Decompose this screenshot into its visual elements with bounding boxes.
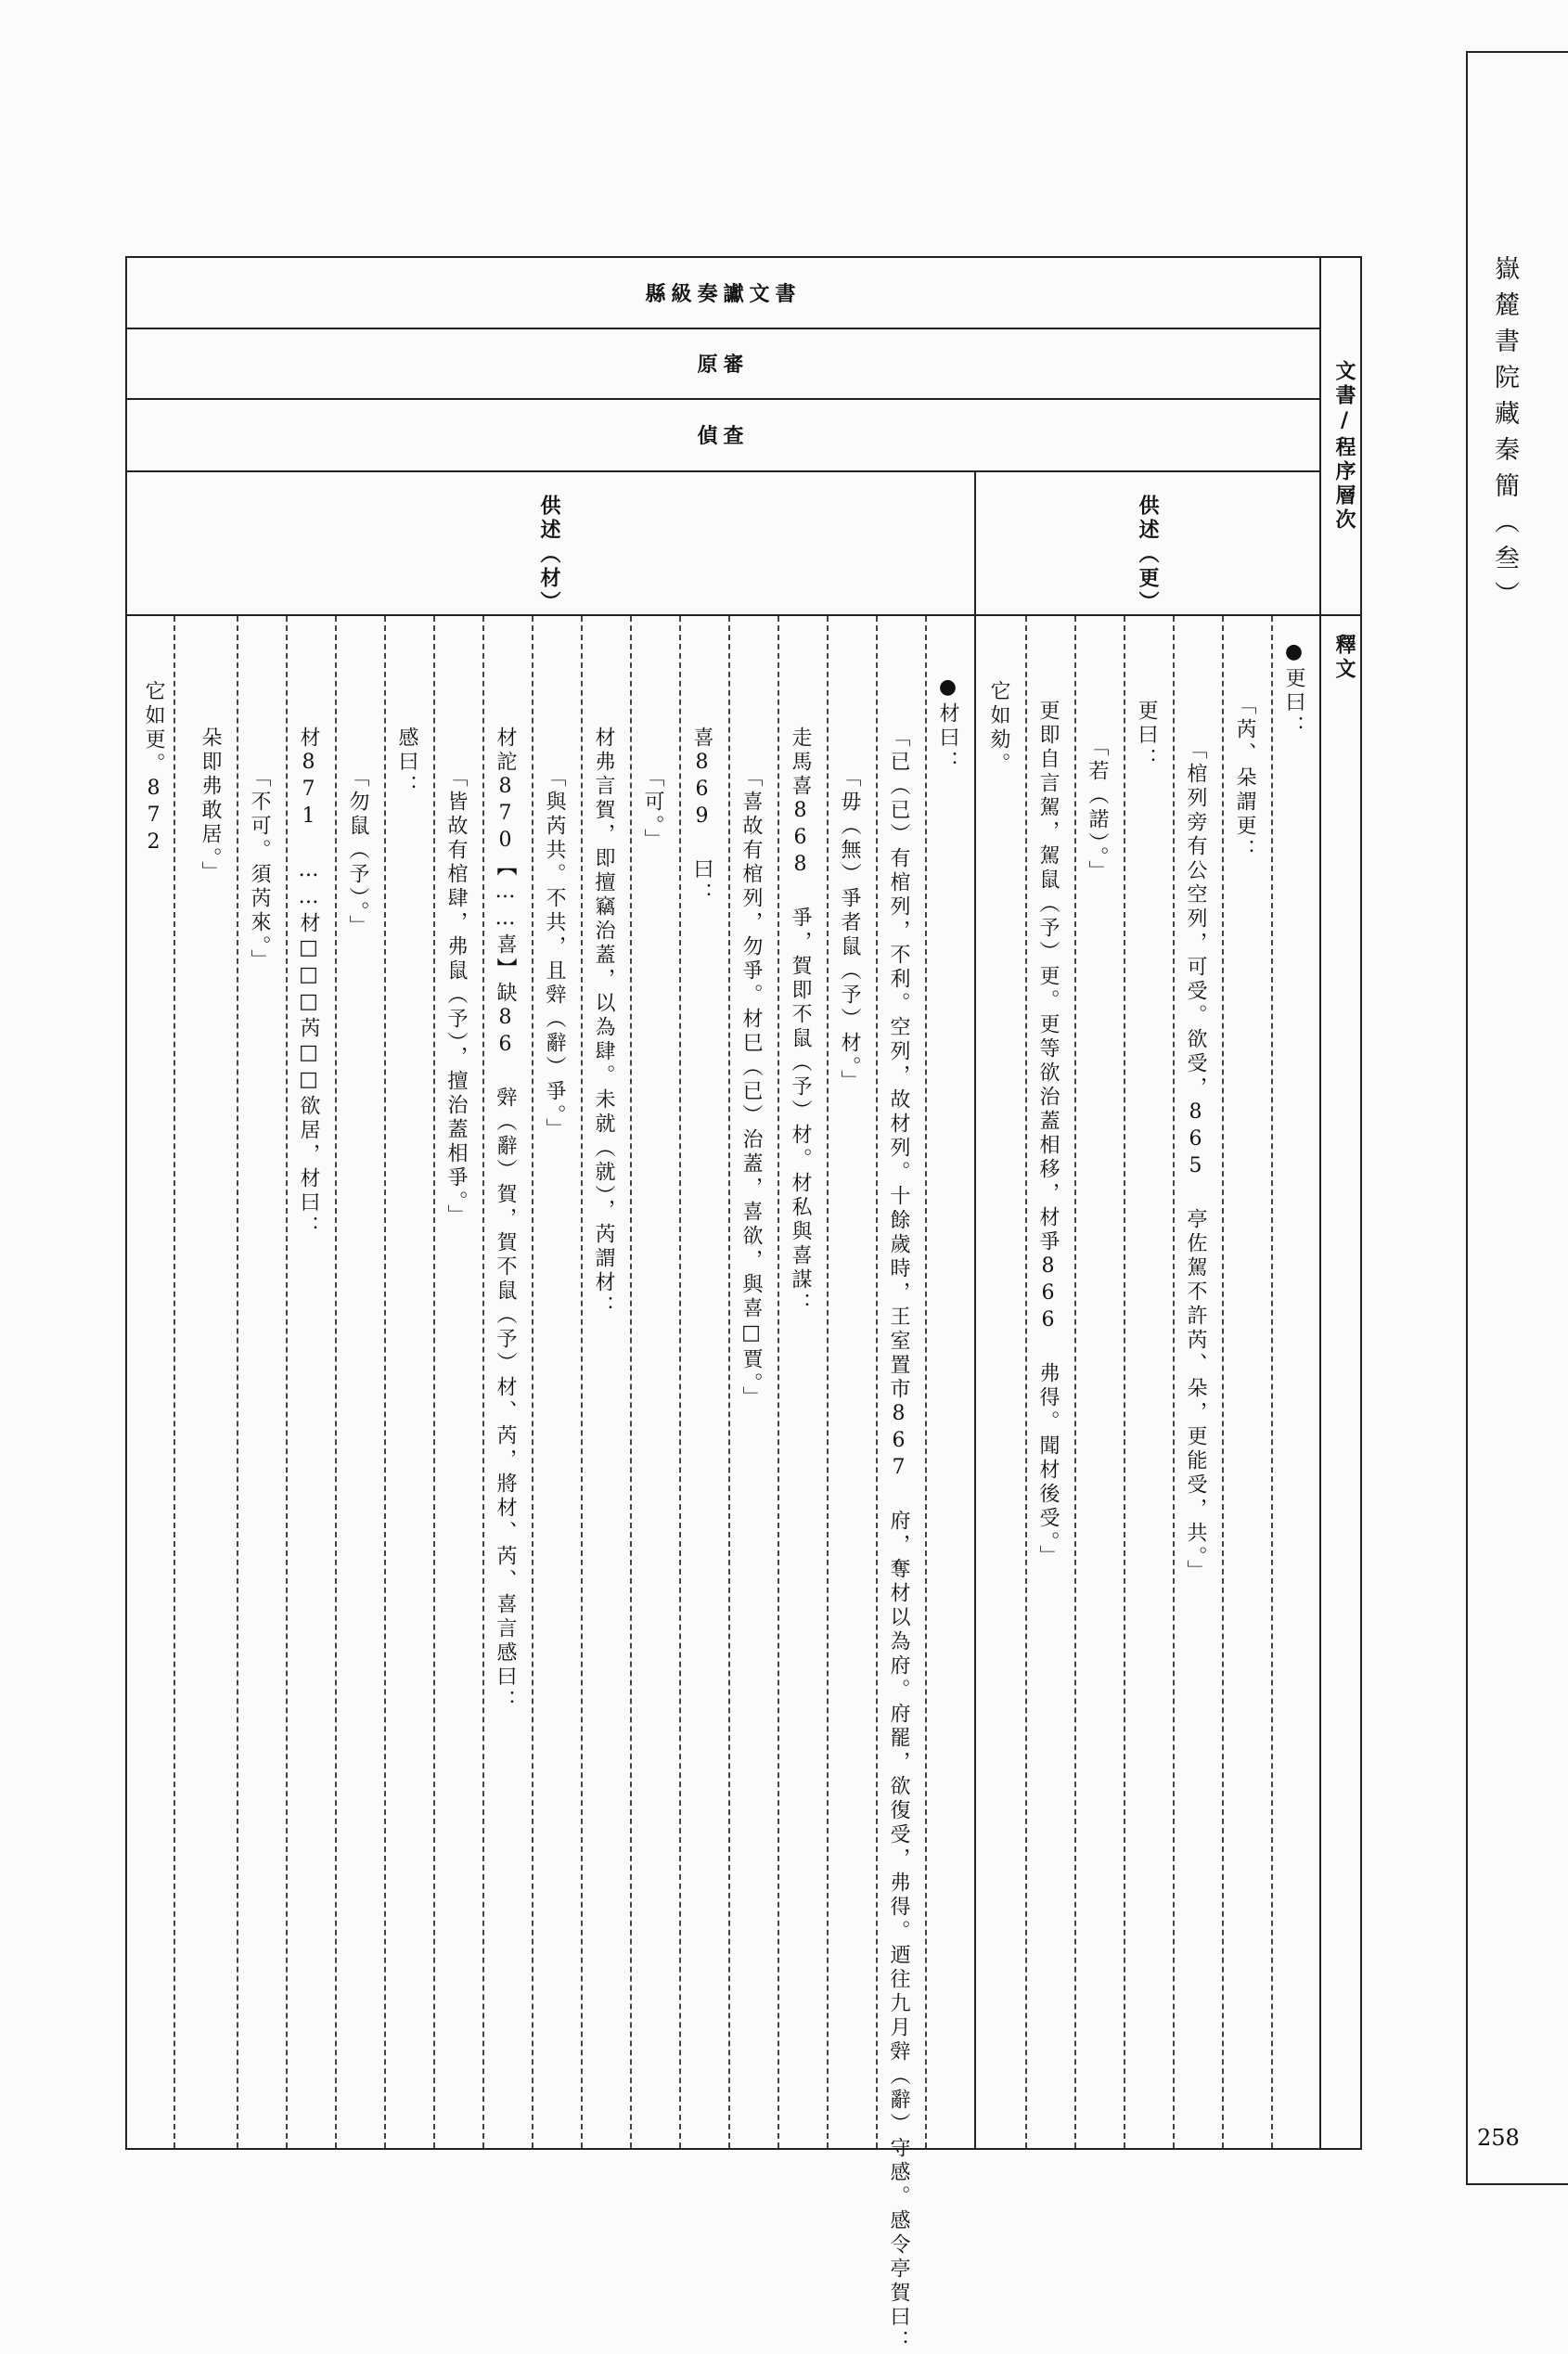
header-label-annotation: 釋文 <box>1332 634 1356 682</box>
transcript-line: 「棺列旁有公空列，可受。欲受，865 亭佐駕不許芮、朵，更能受，共。」 <box>1184 739 1207 1584</box>
line-separator <box>876 616 878 2148</box>
line-separator <box>433 616 435 2148</box>
testimony-divider <box>974 470 976 616</box>
header-column-divider <box>1319 258 1321 2148</box>
transcript-line: 它如更。872 <box>142 680 165 857</box>
transcript-line: 走馬喜868 爭，賀即不鼠（予）材。材私與喜謀： <box>789 727 812 1317</box>
col-title-geng: 供述（更） <box>1136 495 1160 615</box>
line-separator <box>679 616 681 2148</box>
line-separator <box>532 616 533 2148</box>
line-separator <box>1124 616 1125 2148</box>
line-separator <box>1074 616 1076 2148</box>
row-divider-2 <box>127 398 1319 400</box>
transcript-line: 材弗言賀，即擅竊治蓋，以為肆。未就（就），芮謂材： <box>592 727 615 1319</box>
row-county-document: 縣級奏讞文書 <box>645 282 802 306</box>
transcript-line: 「皆故有棺肆，弗鼠（予），擅治蓋相爭。」 <box>444 766 468 1228</box>
margin-rule <box>1466 51 1468 2185</box>
row-original-trial: 原審 <box>697 353 750 377</box>
line-separator <box>827 616 829 2148</box>
transcript-line: 朵即弗敢居。」 <box>199 727 222 885</box>
header-label-document-level: 文書/程序層次 <box>1332 360 1356 533</box>
transcript-line: ●更曰： <box>1282 640 1305 740</box>
transcript-line: 更即自言駕，駕鼠（予）更。更等欲治蓋相移，材爭866 弗得。聞材後受。」 <box>1036 700 1060 1569</box>
margin-rule-top <box>1466 51 1568 53</box>
row-divider-1 <box>127 328 1319 329</box>
line-separator <box>174 616 175 2148</box>
transcript-line: 「可。」 <box>641 766 664 853</box>
transcript-line: 「毋（無）爭者鼠（予）材。」 <box>838 766 861 1094</box>
transcript-line: 更曰： <box>1135 700 1158 772</box>
transcript-line: 感曰： <box>395 727 418 799</box>
line-separator <box>925 616 927 2148</box>
transcription-table <box>125 256 1362 2354</box>
line-separator <box>1222 616 1224 2148</box>
transcript-line: 它如劾。 <box>987 680 1010 777</box>
row-divider-3 <box>127 470 1319 472</box>
line-separator <box>335 616 337 2148</box>
line-separator <box>778 616 779 2148</box>
col-title-cai: 供述（材） <box>537 495 561 615</box>
transcript-line: 材詑870【……喜】缺86 辤（辭）賀，賀不鼠（予）材、芮，將材、芮、喜言感曰： <box>494 727 517 1714</box>
transcript-line: 「不可。須芮來。」 <box>248 766 271 973</box>
transcript-line: 「已（已）有棺列，不利。空列，故材列。十餘歲時，王室置市867 府，奪材以為府。府罷，欲復受，弗得。迺往九月辤（辭）守感。感令亭賀曰： <box>887 727 910 2354</box>
line-separator <box>630 616 632 2148</box>
line-separator <box>728 616 730 2148</box>
line-separator <box>384 616 386 2148</box>
margin-rule-bottom <box>1466 2183 1568 2185</box>
transcript-line: 「勿鼠（予）。」 <box>346 766 369 939</box>
line-separator <box>1025 616 1027 2148</box>
transcript-line: 喜869 曰： <box>690 727 713 907</box>
line-separator <box>237 616 238 2148</box>
transcript-line: 「芮、朵謂更： <box>1233 694 1256 863</box>
line-separator <box>1173 616 1175 2148</box>
page-number: 258 <box>1477 2125 1520 2151</box>
row-investigation: 偵查 <box>697 424 750 448</box>
line-separator <box>482 616 484 2148</box>
transcript-line: 「若（諾）。」 <box>1086 736 1109 884</box>
transcript-line: 「喜故有棺列，勿爭。材巳（已）治蓋，喜欲，與喜□賈。」 <box>739 766 763 1410</box>
line-separator <box>286 616 288 2148</box>
row-divider-4 <box>127 614 1360 616</box>
testimony-divider-body <box>974 616 976 2148</box>
transcript-line: 「與芮共。不共，且辤（辭）爭。」 <box>543 766 566 1142</box>
transcript-line: ●材曰： <box>936 675 959 775</box>
line-separator <box>1271 616 1273 2148</box>
book-title: 嶽麓書院藏秦簡（叁） <box>1490 255 1519 617</box>
transcript-line: 材871 ……材□□□芮□□欲居，材曰： <box>297 727 320 1240</box>
line-separator <box>581 616 583 2148</box>
